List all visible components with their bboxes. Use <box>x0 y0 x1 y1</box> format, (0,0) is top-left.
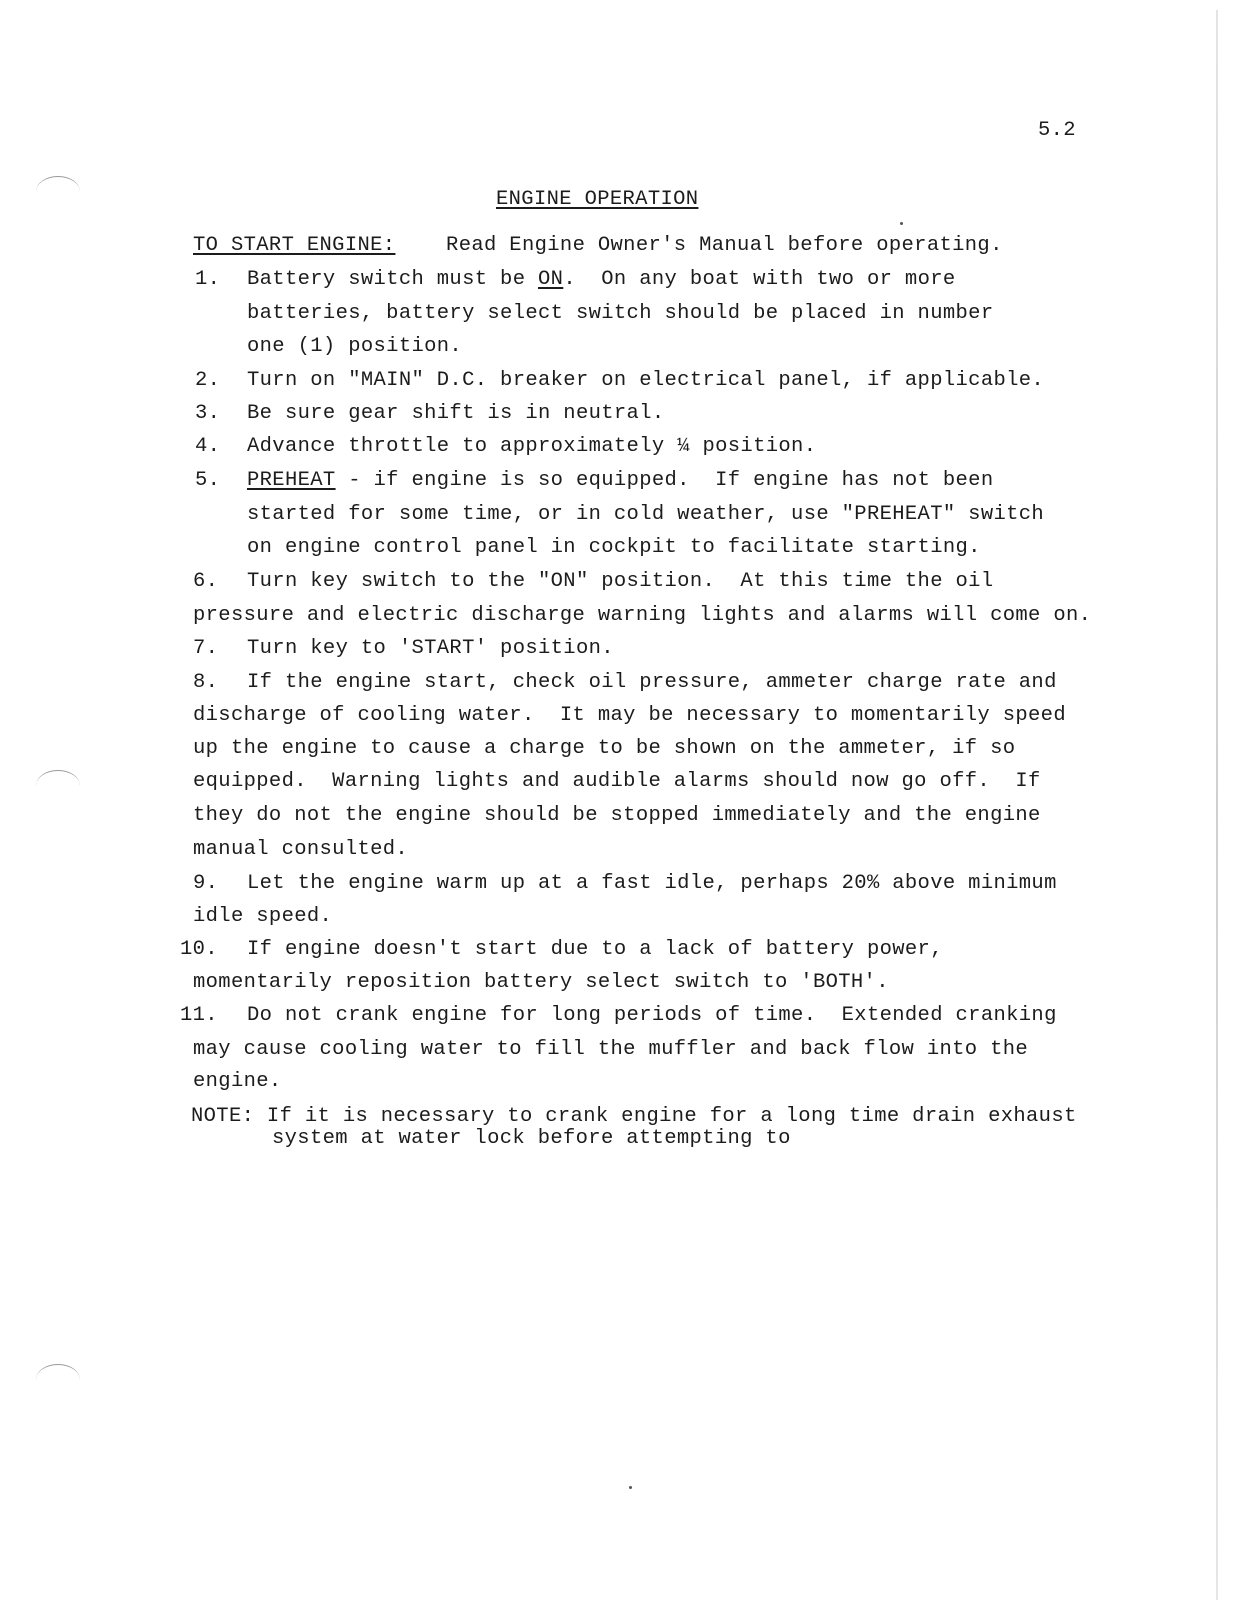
step-4-line-1: Advance throttle to approximately ¼ position. <box>247 435 817 458</box>
step-10-line-1: If engine doesn't start due to a lack of battery power, <box>247 938 943 961</box>
step-5-line-2: started for some time, or in cold weather, use "PREHEAT" switch <box>247 503 1045 526</box>
step-7-line-1: Turn key to 'START' position. <box>247 637 614 660</box>
section-heading: TO START ENGINE: <box>193 234 396 257</box>
scan-speck <box>900 222 903 225</box>
note-line-1: NOTE: If it is necessary to crank engine for a long time drain exhaust <box>191 1105 1077 1128</box>
step-8-line-4: equipped. Warning lights and audible alarms should now go off. If <box>193 770 1041 793</box>
step-8-line-6: manual consulted. <box>193 838 409 861</box>
page-number: 5.2 <box>1038 119 1076 142</box>
step-3-line-1: Be sure gear shift is in neutral. <box>247 402 665 425</box>
step-11-line-2: may cause cooling water to fill the muffler and back flow into the <box>193 1038 1029 1061</box>
step-number: 1. <box>195 268 221 291</box>
preheat-emphasis: PREHEAT <box>247 469 336 492</box>
note-line-2: system at water lock before attempting to <box>272 1127 791 1150</box>
step-number: 5. <box>195 469 221 492</box>
step-1-line-1: Battery switch must be ON. On any boat with two or more <box>247 268 956 291</box>
step-number: 9. <box>193 872 219 895</box>
step-number: 6. <box>193 570 219 593</box>
step-number: 3. <box>195 402 221 425</box>
step-9-line-2: idle speed. <box>193 905 333 928</box>
page-title: ENGINE OPERATION <box>496 188 699 211</box>
on-emphasis: ON <box>538 268 564 291</box>
page-edge-shadow <box>1216 10 1218 1600</box>
step-6-line-2: pressure and electric discharge warning lights and alarms will come on. <box>193 604 1092 627</box>
binder-hole-mark-middle <box>36 770 80 801</box>
step-6-line-1: Turn key switch to the "ON" position. At this time the oil <box>247 570 994 593</box>
step-number: 7. <box>193 637 219 660</box>
step-8-line-2: discharge of cooling water. It may be necessary to momentarily speed <box>193 704 1066 727</box>
step-1-line-2: batteries, battery select switch should be placed in number <box>247 302 994 325</box>
step-5-line-3: on engine control panel in cockpit to facilitate starting. <box>247 536 981 559</box>
step-8-line-3: up the engine to cause a charge to be shown on the ammeter, if so <box>193 737 1016 760</box>
step-number: 10. <box>180 938 218 961</box>
section-intro: Read Engine Owner's Manual before operating. <box>446 234 1003 257</box>
step-8-line-1: If the engine start, check oil pressure, ammeter charge rate and <box>247 671 1057 694</box>
step-2-line-1: Turn on "MAIN" D.C. breaker on electrical panel, if applicable. <box>247 369 1045 392</box>
step-number: 8. <box>193 671 219 694</box>
step-9-line-1: Let the engine warm up at a fast idle, perhaps 20% above minimum <box>247 872 1057 895</box>
step-5-line-1: PREHEAT - if engine is so equipped. If engine has not been <box>247 469 994 492</box>
step-8-line-5: they do not the engine should be stopped immediately and the engine <box>193 804 1041 827</box>
section-heading-row <box>193 234 1003 258</box>
binder-hole-mark-bottom <box>36 1364 80 1395</box>
step-1-line-3: one (1) position. <box>247 335 463 358</box>
step-10-line-2: momentarily reposition battery select switch to 'BOTH'. <box>193 971 889 994</box>
step-number: 11. <box>180 1004 218 1027</box>
step-number: 2. <box>195 369 221 392</box>
scan-speck <box>629 1486 632 1489</box>
step-number: 4. <box>195 435 221 458</box>
step-11-line-3: engine. <box>193 1070 282 1093</box>
step-11-line-1: Do not crank engine for long periods of time. Extended cranking <box>247 1004 1057 1027</box>
binder-hole-mark-top <box>36 176 80 207</box>
